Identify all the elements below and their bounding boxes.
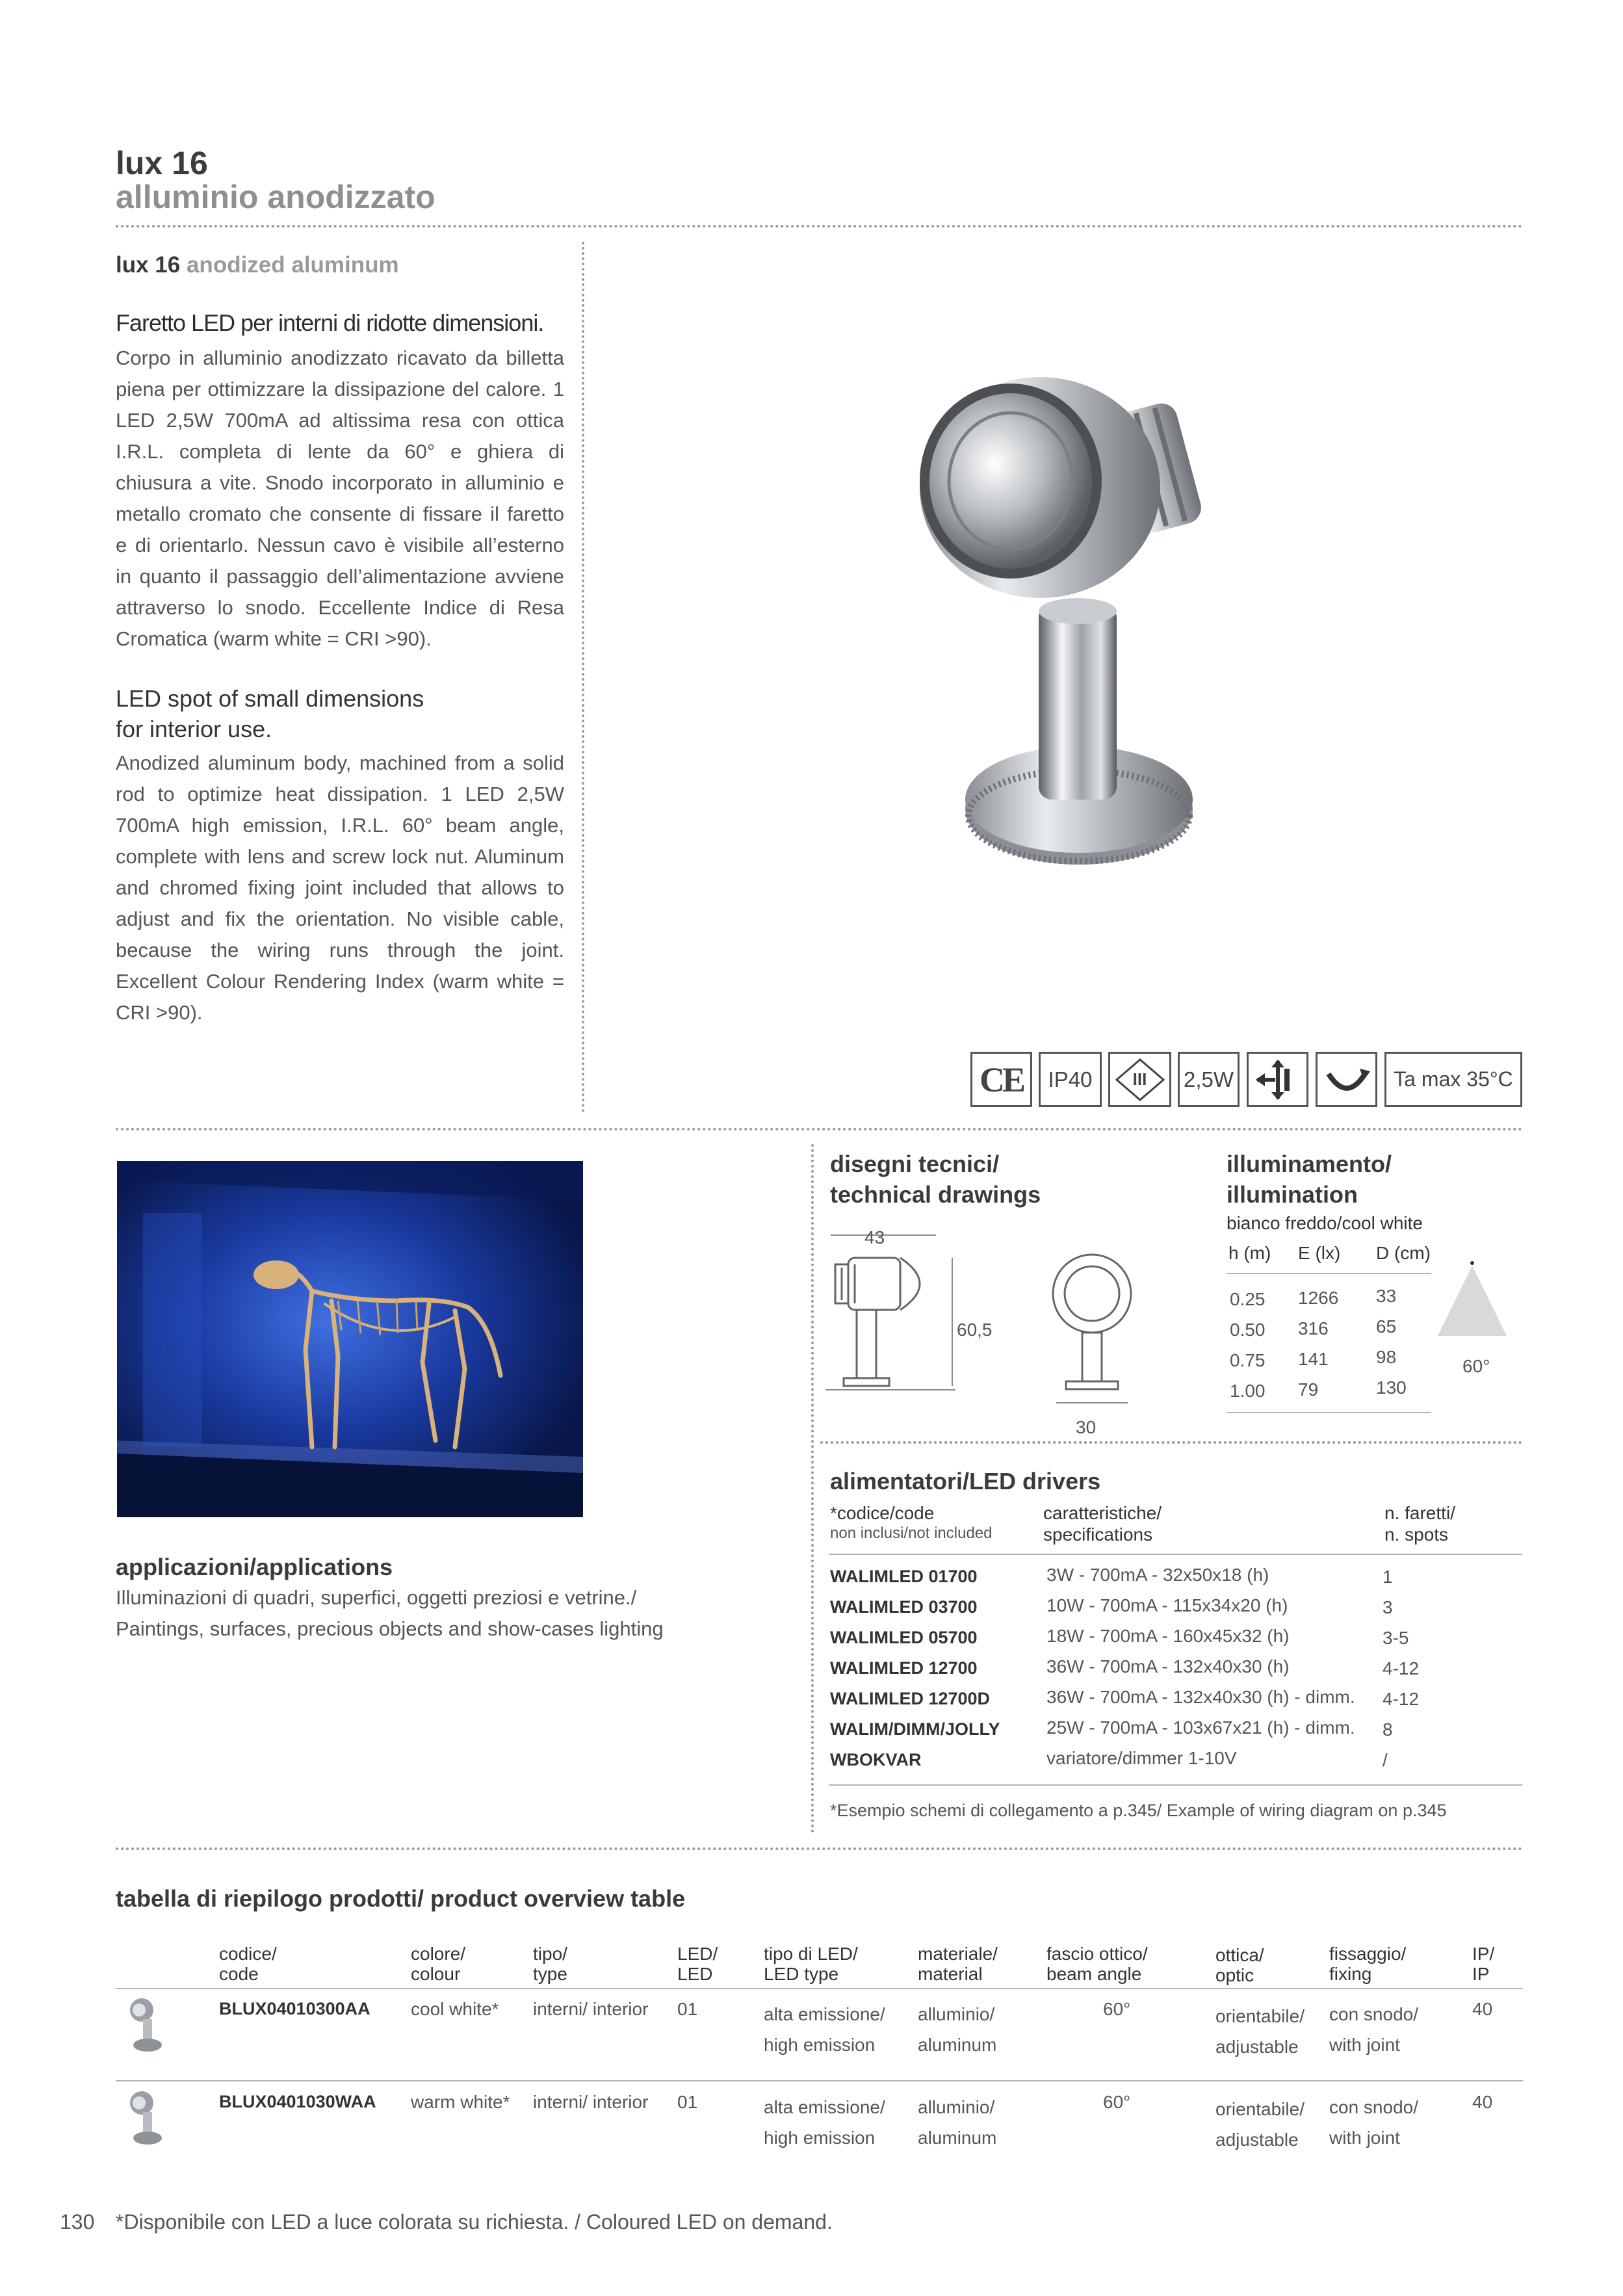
drivers-note: *Esempio schemi di collegamento a p.345/ Example of wiring diagram on p.345 <box>830 1801 1447 1820</box>
overview-header-material: materiale/ material <box>918 1944 998 1984</box>
rotation-icon <box>1316 1052 1377 1107</box>
driver-row-7-spec: variatore/dimmer 1-10V <box>1046 1748 1237 1768</box>
overview-header-beam: fascio ottico/ beam angle <box>1046 1944 1148 1984</box>
driver-row-1-spots: 1 <box>1383 1567 1393 1587</box>
illumination-title-1: illuminamento/ <box>1227 1151 1392 1177</box>
driver-row-5-spec: 36W - 700mA - 132x40x30 (h) - dimm. <box>1046 1687 1355 1707</box>
driver-row-5-code: WALIMLED 12700D <box>830 1689 991 1708</box>
overview-row-1-colour: cool white* <box>411 1999 499 2019</box>
overview-row-2-ip: 40 <box>1472 2092 1493 2112</box>
overview-row-1-fixing: con snodo/ with joint <box>1329 2004 1418 2055</box>
driver-row-3-code: WALIMLED 05700 <box>830 1628 978 1647</box>
applications-title: applicazioni/applications <box>116 1554 393 1580</box>
illum-row-1-h: 0.25 <box>1230 1289 1266 1309</box>
illum-row-2-h: 0.50 <box>1230 1320 1266 1340</box>
drivers-col-code-note: non inclusi/not included <box>830 1524 993 1542</box>
overview-row-rule <box>116 2080 1523 2081</box>
english-body: Anodized aluminum body, machined from a solid rod to optimize heat dissipation. 1 LED 2,5W 700mA high emission, I.R.L. 60° beam angle, complete with lens and screw lock nut. Aluminum and chromed fixing joint included that allows to adjust and fix the orientation. No visible cable, because the wiring runs through the joint. Excellent Colour Rendering Index (warm white = CRI >90). <box>116 751 564 1024</box>
power-badge: 2,5W <box>1178 1052 1240 1107</box>
overview-header-ip: IP/ IP <box>1472 1944 1495 1984</box>
drivers-header-rule <box>829 1554 1522 1555</box>
overview-row-2-material: alluminio/ aluminum <box>918 2097 997 2148</box>
driver-row-1-code: WALIMLED 01700 <box>830 1567 978 1586</box>
drivers-bottom-rule <box>829 1784 1522 1786</box>
applications-line-1: Illuminazioni di quadri, superfici, oggetti preziosi e vetrine./ <box>116 1586 637 1609</box>
driver-row-7-code: WBOKVAR <box>830 1750 922 1769</box>
right-column-divider <box>811 1144 814 1833</box>
illum-row-2-e: 316 <box>1298 1318 1329 1338</box>
dimension-width: 43 <box>864 1227 885 1247</box>
illum-row-3-e: 141 <box>1298 1349 1329 1369</box>
overview-row-2-beam: 60° <box>1103 2092 1131 2112</box>
drawings-title-1: disegni tecnici/ <box>830 1151 1000 1177</box>
drawings-title-2: technical drawings <box>830 1181 1041 1208</box>
column-divider <box>582 242 584 1113</box>
product-thumbnail-icon <box>127 1996 165 2054</box>
driver-row-4-spec: 36W - 700mA - 132x40x30 (h) <box>1046 1656 1290 1676</box>
overview-row-2-colour: warm white* <box>411 2092 510 2112</box>
illumination-title-2: illumination <box>1227 1181 1358 1208</box>
beam-cone-icon <box>1436 1258 1508 1342</box>
overview-row-1-optic: orientabile/ adjustable <box>1215 2006 1305 2057</box>
illumination-subtitle: bianco freddo/cool white <box>1227 1213 1423 1233</box>
section-divider-1 <box>116 1128 1523 1130</box>
overview-row-1-ip: 40 <box>1472 1999 1493 2019</box>
applications-line-2: Paintings, surfaces, precious objects and show-cases lighting <box>116 1617 664 1640</box>
overview-row-1-beam: 60° <box>1103 1999 1131 2019</box>
product-thumbnail-icon <box>127 2089 165 2147</box>
overview-row-2-type: interni/ interior <box>533 2092 649 2112</box>
overview-header-code: codice/ code <box>219 1944 277 1984</box>
driver-row-4-code: WALIMLED 12700 <box>830 1658 978 1678</box>
driver-row-2-spots: 3 <box>1383 1597 1393 1617</box>
driver-row-6-spec: 25W - 700mA - 103x67x21 (h) - dimm. <box>1046 1717 1355 1738</box>
section-divider-2 <box>820 1441 1522 1444</box>
overview-header-rule <box>116 1988 1523 1989</box>
beam-angle-label: 60° <box>1462 1356 1490 1376</box>
overview-row-2-ledtype: alta emissione/ high emission <box>764 2097 885 2148</box>
ip-rating-badge: IP40 <box>1039 1052 1102 1107</box>
english-title <box>116 252 399 278</box>
application-photo <box>117 1161 583 1517</box>
illum-header-rule <box>1227 1273 1431 1274</box>
illum-row-4-d: 130 <box>1376 1377 1407 1398</box>
illum-header-h: h (m) <box>1228 1243 1271 1263</box>
overview-header-fixing: fissaggio/ fixing <box>1329 1944 1407 1984</box>
drivers-col-spots-2: n. spots <box>1384 1524 1449 1545</box>
driver-row-2-code: WALIMLED 03700 <box>830 1597 978 1617</box>
page-number: 130 <box>60 2210 95 2234</box>
drivers-col-spec-2: specifications <box>1043 1524 1153 1545</box>
driver-row-3-spots: 3-5 <box>1383 1628 1409 1648</box>
english-title-grey: anodized aluminum <box>186 252 399 278</box>
drivers-col-spec: caratteristiche/ <box>1043 1503 1162 1523</box>
driver-row-3-spec: 18W - 700mA - 160x45x32 (h) <box>1046 1626 1290 1646</box>
drivers-col-spots: n. faretti/ <box>1384 1503 1455 1523</box>
drivers-title: alimentatori/LED drivers <box>830 1468 1101 1494</box>
overview-row-1-led: 01 <box>677 1999 698 2019</box>
footer-note: *Disponibile con LED a luce colorata su richiesta. / Coloured LED on demand. <box>116 2210 833 2234</box>
driver-row-6-code: WALIM/DIMM/JOLLY <box>830 1719 1000 1739</box>
product-photo <box>871 325 1274 897</box>
driver-row-5-spots: 4-12 <box>1383 1689 1420 1709</box>
header-divider <box>116 225 1523 228</box>
driver-row-6-spots: 8 <box>1383 1719 1393 1740</box>
driver-row-1-spec: 3W - 700mA - 32x50x18 (h) <box>1046 1565 1269 1585</box>
dimension-base: 30 <box>1076 1417 1097 1437</box>
italian-body: Corpo in alluminio anodizzato ricavato da billetta piena per ottimizzare la dissipazione del calore. 1 LED 2,5W 700mA ad altissima resa con ottica I.R.L. completa di lente da 60° e ghiera di chiusura a vite. Snodo incorporato in alluminio e metallo cromato che consente di fissare il faretto e di orientarlo. Nessun cavo è visibile all’esterno in quanto il passaggio dell’alimentazione avviene attraverso lo snodo. Eccellente Indice di Resa Cromatica (warm white = CRI >90). <box>116 346 564 650</box>
overview-row-2-fixing: con snodo/ with joint <box>1329 2097 1418 2148</box>
illum-row-3-h: 0.75 <box>1230 1350 1266 1370</box>
english-title-bold: lux 16 <box>116 252 181 278</box>
overview-row-2-code: BLUX0401030WAA <box>219 2092 376 2111</box>
overview-row-2-led: 01 <box>677 2092 698 2112</box>
illum-header-e: E (lx) <box>1298 1243 1341 1263</box>
ce-mark-icon: CE <box>970 1052 1032 1107</box>
section-divider-3 <box>116 1847 1523 1850</box>
italian-heading: Faretto LED per interni di ridotte dimensioni. <box>116 309 544 336</box>
illum-header-d: D (cm) <box>1376 1243 1431 1263</box>
product-subtitle: alluminio anodizzato <box>116 179 435 215</box>
overview-header-type: tipo/ type <box>533 1944 567 1984</box>
illum-row-4-e: 79 <box>1298 1379 1319 1400</box>
class-iii-icon: III <box>1108 1052 1171 1107</box>
overview-header-colour: colore/ colour <box>411 1944 466 1984</box>
overview-row-1-ledtype: alta emissione/ high emission <box>764 2004 885 2055</box>
ambient-temperature-badge: Ta max 35°C <box>1384 1052 1522 1107</box>
english-heading-1: LED spot of small dimensions <box>116 685 424 712</box>
illum-bottom-rule <box>1227 1412 1431 1413</box>
overview-header-ledtype: tipo di LED/ LED type <box>764 1944 858 1984</box>
illum-row-2-d: 65 <box>1376 1316 1397 1337</box>
overview-row-1-code: BLUX04010300AA <box>219 1999 370 2018</box>
illum-row-1-e: 1266 <box>1298 1288 1339 1308</box>
overview-title: tabella di riepilogo prodotti/ product overview table <box>116 1885 686 1912</box>
overview-header-led: LED/ LED <box>677 1944 718 1984</box>
english-heading-2: for interior use. <box>116 716 272 742</box>
illum-row-3-d: 98 <box>1376 1347 1397 1367</box>
overview-row-1-type: interni/ interior <box>533 1999 649 2019</box>
driver-row-2-spec: 10W - 700mA - 115x34x20 (h) <box>1046 1595 1288 1615</box>
driver-row-4-spots: 4-12 <box>1383 1658 1420 1678</box>
overview-row-1-material: alluminio/ aluminum <box>918 2004 997 2055</box>
driver-row-7-spots: / <box>1383 1750 1388 1770</box>
drivers-col-code: *codice/code <box>830 1503 935 1523</box>
dimension-height: 60,5 <box>957 1320 993 1340</box>
illum-row-1-d: 33 <box>1376 1286 1397 1306</box>
adjustable-direction-icon <box>1247 1052 1308 1107</box>
illum-row-4-h: 1.00 <box>1230 1381 1266 1401</box>
overview-header-optic: ottica/ optic <box>1215 1945 1264 1985</box>
product-title: lux 16 <box>116 145 208 181</box>
overview-row-2-optic: orientabile/ adjustable <box>1215 2099 1305 2150</box>
